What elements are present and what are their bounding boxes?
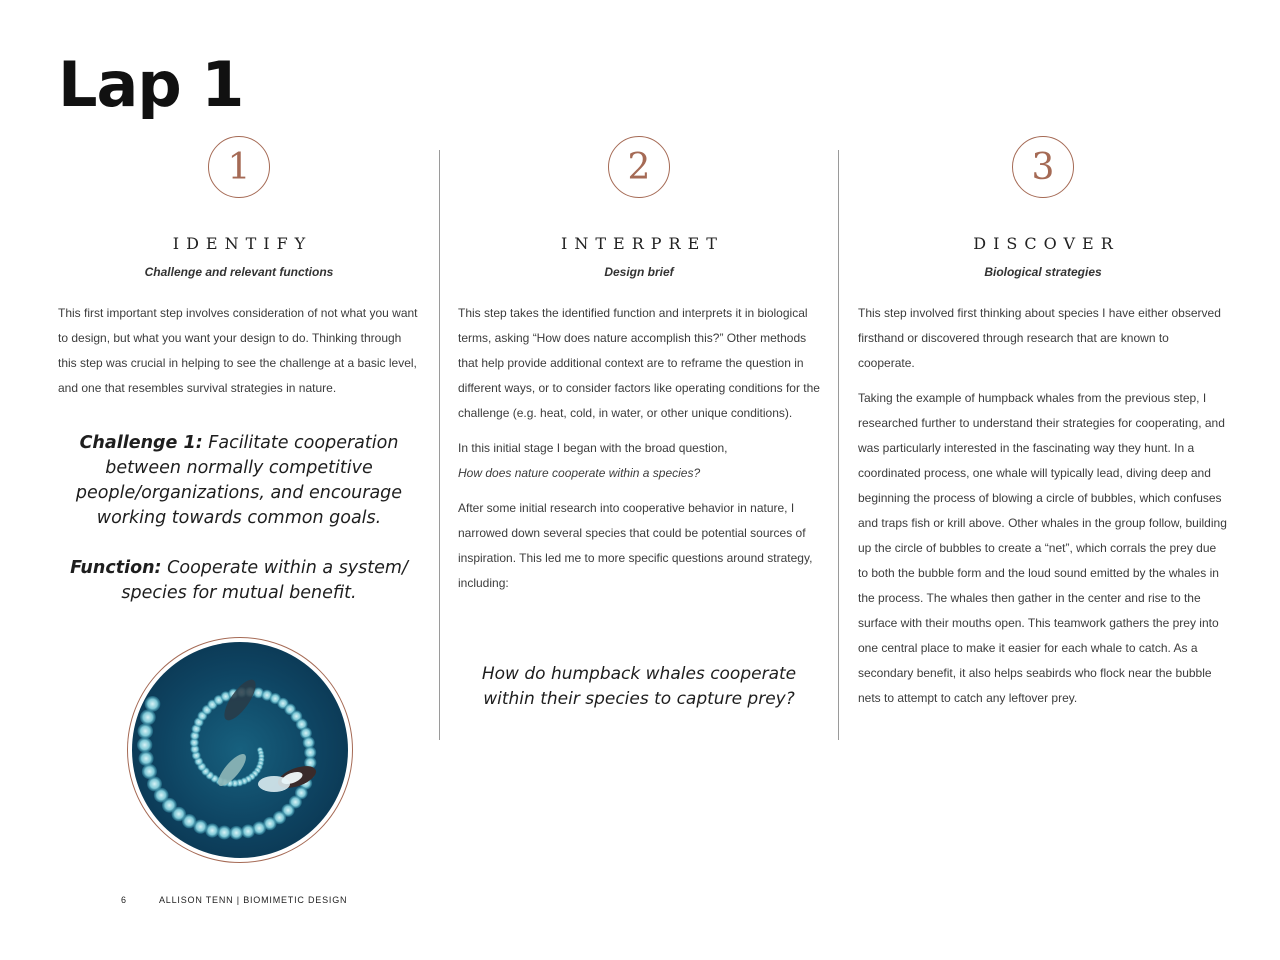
- step-paragraph: This first important step involves consideration of not what you want to design, but what you want your design to do. Thinking through this step was crucial in helping to see the challenge at a basic level, and one that resembles survival strategies in nature.: [58, 306, 418, 395]
- page-title: Lap 1: [58, 48, 244, 121]
- challenge-text: Facilitate cooperation between normally competitive people/organizations, and encourage working towards common goals.: [75, 433, 403, 528]
- step-paragraph: This step takes the identified function and interprets it in biological terms, asking “How does nature accomplish this?” Other methods that help provide additional context are to reframe the question in different ways, or to consider factors like operating conditions for the challenge (e.g. heat, cold, in water, or other unique conditions).: [458, 306, 820, 420]
- step-identify: [58, 136, 420, 606]
- step-interpret: [458, 136, 820, 712]
- photo-frame: [127, 637, 353, 863]
- footer-text: ALLISON TENN | BIOMIMETIC DESIGN: [159, 895, 348, 905]
- bubble: [138, 723, 154, 739]
- step-number-badge: 3: [1012, 136, 1074, 198]
- bubble: [229, 826, 243, 840]
- broad-question: How does nature cooperate within a species?: [458, 466, 701, 480]
- bubble: [145, 696, 161, 712]
- bubble: [139, 751, 154, 766]
- column-divider: [439, 150, 440, 740]
- step-subheading: Biological strategies: [984, 265, 1102, 279]
- challenge-statement: [58, 431, 420, 531]
- bubble: [140, 709, 156, 725]
- step-heading: IDENTIFY: [172, 234, 313, 253]
- function-label: Function:: [70, 558, 162, 578]
- bubble: [241, 824, 255, 838]
- step-heading: DISCOVER: [973, 234, 1120, 253]
- bubble: [142, 764, 157, 779]
- challenge-label: Challenge 1:: [79, 433, 203, 453]
- step-paragraph: In this initial stage I began with the broad question,: [458, 441, 728, 455]
- function-text: Cooperate within a system/ species for mutual benefit.: [121, 558, 408, 603]
- function-statement: [58, 556, 420, 606]
- step-paragraph: Taking the example of humpback whales from the previous step, I researched further to understand their strategies for cooperating, and was particularly interested in the fascinating way they hunt. In a coordinated process, one whale will typically lead, diving deep and beginning the process of blowing a circle of bubbles, which confuses and traps fish or krill above. Other whales in the group follow, building up the circle of bubbles to create a “net”, which corrals the prey due to both the bubble form and the loud sound emitted by the whales in the process. The whales then gather in the center and rise to the surface with their mouths open. This teamwork gathers the prey into one central place to make it easier for each whale to catch. As a secondary benefit, it also helps seabirds who flock near the bubble nets to attempt to catch any leftover prey.: [858, 391, 1227, 705]
- step-paragraph: After some initial research into cooperative behavior in nature, I narrowed down several species that could be potential sources of inspiration. This led me to more specific questions around strategy, including:: [458, 501, 813, 590]
- step-number-badge: 2: [608, 136, 670, 198]
- page-number: 6: [121, 895, 127, 905]
- page-footer: [121, 895, 347, 905]
- specific-question: How do humpback whales cooperate within their species to capture prey?: [481, 664, 797, 709]
- step-discover: [858, 136, 1228, 711]
- whale-bubble-net-photo: [132, 642, 348, 858]
- step-heading: INTERPRET: [561, 234, 724, 253]
- whale-illustration: [132, 642, 348, 858]
- bubble: [137, 737, 152, 752]
- step-number-badge: 1: [208, 136, 270, 198]
- step-paragraph: This step involved first thinking about species I have either observed firsthand or discovered through research that are known to cooperate.: [858, 306, 1221, 370]
- bubble: [217, 826, 231, 840]
- step-subheading: Design brief: [604, 265, 674, 279]
- step-subheading: Challenge and relevant functions: [144, 265, 334, 279]
- column-divider: [838, 150, 839, 740]
